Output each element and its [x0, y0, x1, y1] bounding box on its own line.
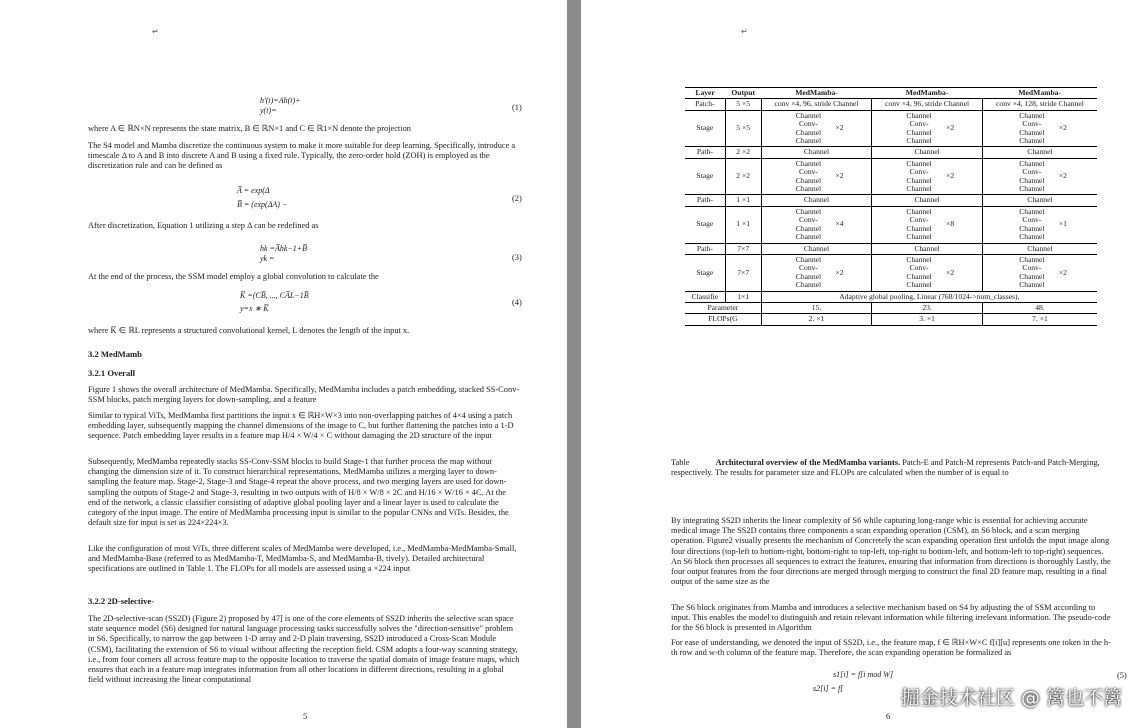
table-row [685, 158, 1097, 195]
layer-cell: Patch- [685, 99, 725, 110]
variant-cell [761, 158, 872, 195]
stage-multiplier: ×1 [1058, 219, 1067, 229]
equation-5-line-2: s2[i] = f[ [813, 684, 844, 693]
stage-multiplier: ×2 [835, 171, 844, 181]
stage-block [765, 256, 869, 290]
stage-multiplier: ×2 [1058, 123, 1067, 133]
variant-cell-text: Channel [803, 243, 830, 253]
output-cell: 5 ×5 [725, 99, 761, 110]
variant-cell [761, 243, 872, 254]
paragraph-end-of-process: At the end of the process, the SSM model employ a global convolution to calculate the [88, 272, 379, 281]
variant-cell [872, 254, 983, 291]
equation-1-number: (1) [512, 103, 522, 112]
stage-block [986, 256, 1094, 290]
stage-block-text: Channel Conv- Channel Channel [795, 110, 822, 146]
stage-block-text: Channel Conv- Channel Channel [906, 254, 932, 290]
variant-cell-text: Channel [914, 195, 940, 205]
layer-cell: Stage [685, 110, 725, 147]
stage-multiplier: ×4 [835, 219, 844, 229]
paragraph-configuration: Like the configuration of most ViTs, three different scales of MedMamba were developed, i.e., MedMamba-MedMamba-Small, and MedMamba-Base (referred to as MedMamba-T, MedMamba-S, and MedMamba-B, tively). Detailed architectural specifications are outlined in Table 1. The FLOPs for all models are assessed using a ×224 input [88, 544, 517, 574]
stage-block-text: Channel Conv- Channel Channel [906, 206, 932, 242]
layer-cell: Stage [685, 158, 725, 195]
variant-cell [982, 243, 1097, 254]
layer-cell: Path- [685, 195, 725, 206]
equation-1 [260, 96, 301, 116]
param-cell: 48. [982, 302, 1097, 313]
variant-cell-text: conv ×4, 96, stride Channel [774, 99, 859, 109]
paragraph-s4: The S4 model and Mamba discretize the continuous system to make it more suitable for deep learning. Specifically, introduce a timescale Δ to A and B into discrete A and B using a fixed rule. Typically, the zero-order hold (ZOH) is employed as the discretization rule and can be defined as [88, 141, 516, 171]
variant-cell [761, 147, 872, 158]
stage-block [986, 160, 1094, 194]
variant-cell-text: conv ×4, 96, stride Channel [885, 99, 970, 109]
equation-2-number: (2) [512, 194, 522, 203]
paragraph-integrating: By integrating SS2D inherits the linear complexity of S6 while capturing long-range whic is essential for achieving accurate medical image The SS2D contains three components a scan expanding operation (CSM), an S6 block, and a scan merging operation. Figure2 visually presents the mechanism of Concretely the scan expanding operation first unfolds the input image along four directions (top-left to bottom-right, bottom-right to top-left, top-right to bottom-left, and bottom-left to top-right) sequences. An S6 block then processes all sequences to extract the features, ensuring that information from directions is thoroughly Lastly, the four output features from the four directions are merged through merging to construct the final 2D feature map, resulting in a final output of the same size as the [671, 516, 1111, 587]
stage-multiplier: ×2 [946, 171, 955, 181]
layer-cell: FLOPs(G [685, 314, 761, 325]
stage-multiplier: ×2 [835, 267, 844, 277]
equation-2-line-2: B̅ = (exp(ΔA) − [237, 200, 288, 209]
equation-3-line-2: yk = [260, 254, 275, 263]
param-cell: 15. [761, 302, 872, 313]
layer-cell: Path- [685, 243, 725, 254]
stage-multiplier: ×8 [946, 219, 955, 229]
stage-block-text: Channel Conv- Channel Channel [1019, 206, 1045, 242]
equation-3-number: (3) [512, 253, 522, 262]
layer-cell: Path- [685, 147, 725, 158]
table-header: MedMamba- [761, 88, 872, 99]
stage-block-text: Channel Conv- Channel Channel [906, 158, 932, 194]
stage-multiplier: ×2 [946, 267, 955, 277]
output-cell: 1 ×1 [725, 206, 761, 243]
table-header: MedMamba- [982, 88, 1097, 99]
paragraph-ease: For ease of understanding, we denoted the input of SS2D, i.e., the feature map, f ∈ ℝH×W×C f[i][u] represents one token in the h-th row and w-th column of the feature map. Therefore, the scan expanding operation be formalized as [671, 638, 1111, 658]
equation-5-number: (5) [1117, 671, 1127, 680]
table-header: Layer [685, 88, 725, 99]
variant-cell [982, 147, 1097, 158]
paragraph-where: where A ∈ ℝN×N represents the state matrix, B ∈ ℝN×1 and C ∈ ℝ1×N denote the projection [88, 124, 411, 133]
stage-block [875, 256, 979, 290]
output-cell: 1×1 [725, 291, 761, 302]
stage-multiplier: ×2 [946, 123, 955, 133]
variant-cell-text: Channel [1027, 147, 1053, 157]
variant-cell [982, 158, 1097, 195]
equation-5-line-1: s1[i] = f[i mod W] [833, 670, 894, 679]
equation-4-number: (4) [512, 298, 522, 307]
output-cell: 2 ×2 [725, 158, 761, 195]
section-heading-3-2-1: 3.2.1 Overall [88, 368, 136, 378]
variant-cell [761, 254, 872, 291]
section-heading-3-2: 3.2 MedMamb [88, 349, 142, 359]
flops-cell: 7. ×1 [982, 314, 1097, 325]
stage-block [875, 160, 979, 194]
stage-block [986, 112, 1094, 146]
variant-cell-text: Channel [803, 147, 830, 157]
variant-cell [982, 99, 1097, 110]
table-row [685, 99, 1097, 110]
layer-cell: Stage [685, 254, 725, 291]
variant-cell-text: Channel [1027, 195, 1053, 205]
table-row-classifier [685, 291, 1097, 302]
equation-5 [813, 670, 894, 694]
stage-multiplier: ×2 [835, 123, 844, 133]
output-cell: 7×7 [725, 254, 761, 291]
stage-block [875, 112, 979, 146]
caption-label: Table [671, 458, 690, 467]
variant-cell [982, 254, 1097, 291]
table-row [685, 147, 1097, 158]
variant-cell [872, 195, 983, 206]
variant-cell [761, 206, 872, 243]
stage-block [986, 208, 1094, 242]
equation-1-line-2: y(t)= [260, 106, 277, 115]
variant-cell-text: Channel [914, 147, 940, 157]
caption-text: Patch-E and Patch-M represents Patch-and Patch-Merging, respectively. The results for parameter size and FLOPs are calculated when the number of is equal to [671, 458, 1100, 478]
variant-cell [761, 195, 872, 206]
output-cell: 2 ×2 [725, 147, 761, 158]
table-header: MedMamba- [872, 88, 983, 99]
classifier-cell: Adaptive global pooling, Linear (768/1024->num_classes), [761, 291, 1097, 302]
paragraph-s6-block: The S6 block originates from Mamba and introduces a selective mechanism based on S4 by adjusting the of SSM according to input. This enables the model to distinguish and retain relevant information while filtering irrelevant information. The pseudo-code for the S6 block is presented in Algorithm [671, 603, 1111, 633]
table-row [685, 110, 1097, 147]
variant-cell [872, 99, 983, 110]
equation-2-line-1: A̅ = exp(Δ [237, 186, 270, 195]
flops-cell: 2. ×1 [761, 314, 872, 325]
variant-cell [872, 158, 983, 195]
page-gutter [567, 0, 581, 728]
paragraph-2d-selective-scan: The 2D-selective-scan (SS2D) (Figure 2) proposed by 47] is one of the core elements of SS2D inherits the selective scan space state sequence model (S6) designed for natural language processing tasks successfully solves the "direction-sensitive" problem in S6. Specifically, to narrow the gap between 1-D array and 2-D plain traversing, SS2D introduced a Cross-Scan Module (CSM), facilitating the extension of S6 to visual without affecting the reception field. CSM adopts a four-way scanning strategy, i.e., from four corners all across feature map to the opposite location to traverse the spatial domain of image feature maps, which ensures that each in a feature map integrates information from all other locations in different directions, resulting in a global field without increasing the linear computational [88, 614, 520, 685]
stage-multiplier: ×2 [1058, 267, 1067, 277]
stage-block [765, 208, 869, 242]
stage-block-text: Channel Conv- Channel Channel [1019, 254, 1045, 290]
paragraph-similar-vits: Similar to typical ViTs, MedMamba first partitions the input x ∈ ℝH×W×3 into non-overlapping patches of 4×4 using a patch embedding layer, subsequently mapping the channel dimensions of the image to C, but further flattening the patches into a 1-D sequence. Patch embedding layer results in a feature map H/4 × W/4 × C without damaging the 2D structure of the input [88, 411, 514, 441]
stage-block-text: Channel Conv- Channel Channel [906, 110, 932, 146]
architecture-table [685, 87, 1097, 326]
table-caption [671, 458, 1111, 478]
variant-cell-text: Channel [1027, 243, 1053, 253]
equation-1-line-1: h′(t)=Ah(t)+ [260, 96, 301, 105]
stage-block-text: Channel Conv- Channel Channel [795, 254, 822, 290]
variant-cell [872, 147, 983, 158]
output-cell: 1 ×1 [725, 195, 761, 206]
param-cell: 23. [872, 302, 983, 313]
table-row [685, 254, 1097, 291]
table-row [685, 206, 1097, 243]
layer-cell: Classifie [685, 291, 725, 302]
table-row-parameters [685, 302, 1097, 313]
table-row [685, 243, 1097, 254]
caption-title: Architectural overview of the MedMamba variants. [715, 458, 901, 467]
stage-block-text: Channel Conv- Channel Channel [1019, 110, 1045, 146]
stage-block [765, 160, 869, 194]
variant-cell [982, 206, 1097, 243]
table-header-row [685, 88, 1097, 99]
paragraph-mark: ↵ [741, 27, 748, 36]
page-number: 5 [303, 711, 308, 721]
stage-block-text: Channel Conv- Channel Channel [795, 158, 822, 194]
variant-cell [982, 195, 1097, 206]
table-header: Output [725, 88, 761, 99]
paragraph-figure-1: Figure 1 shows the overall architecture of MedMamba. Specifically, MedMamba includes a patch embedding, stacked SS-Conv-SSM blocks, patch merging layers for down-sampling, and a feature [88, 385, 520, 405]
variant-cell [761, 110, 872, 147]
variant-cell [982, 110, 1097, 147]
output-cell: 5 ×5 [725, 110, 761, 147]
page-number: 6 [886, 711, 891, 721]
variant-cell [872, 206, 983, 243]
stage-multiplier: ×2 [1058, 171, 1067, 181]
variant-cell [761, 99, 872, 110]
table-row-flops [685, 314, 1097, 325]
paragraph-mark: ↵ [152, 27, 159, 36]
document-page-5 [0, 0, 567, 728]
equation-4-line-1: K̅ =(CB̅, ..., CA̅L−1B̅ [240, 291, 309, 300]
variant-cell [872, 110, 983, 147]
stage-block-text: Channel Conv- Channel Channel [795, 206, 822, 242]
layer-cell: Stage [685, 206, 725, 243]
stage-block [765, 112, 869, 146]
stage-block-text: Channel Conv- Channel Channel [1019, 158, 1045, 194]
table-row [685, 195, 1097, 206]
equation-3 [260, 244, 307, 264]
variant-cell-text: conv ×4, 128, stride Channel [996, 99, 1084, 109]
stage-block [875, 208, 979, 242]
layer-cell: Parameter [685, 302, 761, 313]
variant-cell-text: Channel [914, 243, 940, 253]
flops-cell: 3. ×1 [872, 314, 983, 325]
equation-3-line-1: hk =A̅hk−1+B̅ [260, 244, 308, 253]
equation-4-line-2: y=x ∗ K̅ [240, 304, 269, 313]
equation-2 [237, 186, 287, 210]
document-page-6 [581, 0, 1142, 728]
paragraph-subsequently: Subsequently, MedMamba repeatedly stacks SS-Conv-SSM blocks to build Stage-1 that further process the map without changing the dimension size of it. To construct hierarchical representations, MedMamba utilizes a merging layer to down-sampling the feature map. Stage-2, Stage-3 and Stage-4 repeat the above process, and two merging layers are used for down-sampling the outputs of Stage-2 and Stage-3, resulting in two outputs with of H/8 × W/8 × 2C and H/16 × W/16 × 4C. At the end of the network, a classic classifier consisting of adaptive global pooling layer and a linear layer is used to calculate the category of the input image. The entire of MedMamba processing input is similar to the popular CNNs and ViTs. Besides, the default size for input is set as 224×224×3. [88, 457, 509, 528]
variant-cell-text: Channel [803, 195, 830, 205]
output-cell: 7×7 [725, 243, 761, 254]
paragraph-after-discretization: After discretization, Equation 1 utilizing a step Δ can be redefined as [88, 221, 319, 230]
section-heading-3-2-2: 3.2.2 2D-selective- [88, 596, 155, 606]
equation-4 [240, 291, 309, 314]
variant-cell [872, 243, 983, 254]
paragraph-where-kernel: where K̅ ∈ ℝL represents a structured convolutional kernel, L denotes the length of the input x. [88, 326, 410, 335]
watermark: 掘金技术社区 @ 篱也不篱 [900, 687, 1122, 709]
